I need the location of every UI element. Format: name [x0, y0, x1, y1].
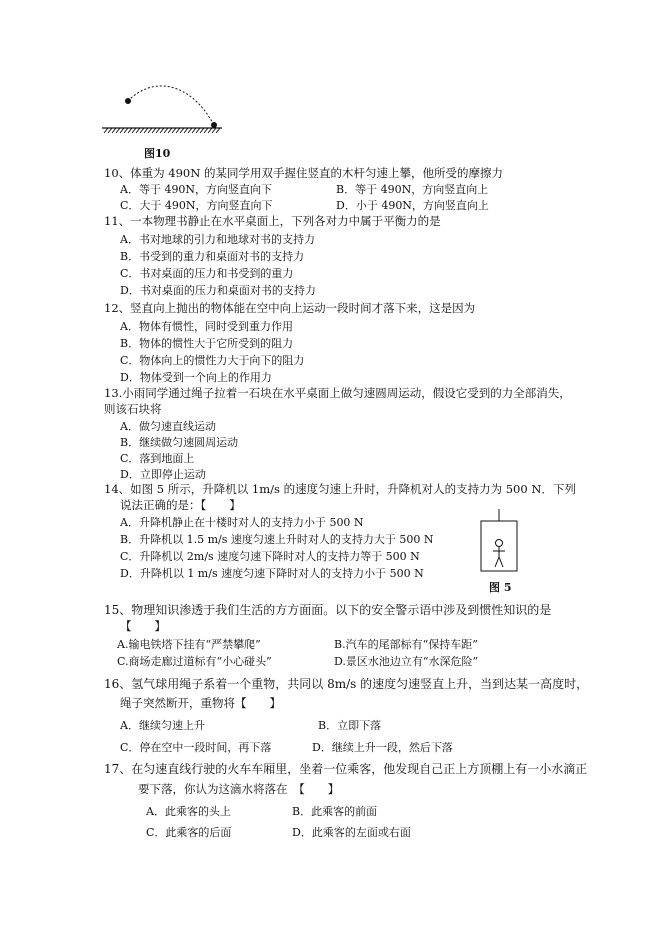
q15-stem-line1: 15、物理知识渗透于我们生活的方方面面。以下的安全警示语中涉及到惯性知识的是 [104, 603, 552, 617]
person-icon [493, 540, 505, 568]
q11-option-b: B．书受到的重力和桌面对书的支持力 [120, 250, 305, 263]
q17-stem-line2: 要下落，你认为这滴水将落在 【 】 [138, 782, 340, 796]
q14-option-b: B．升降机以 1.5 m/s 速度匀速上升时对人的支持力大于 500 N [120, 533, 434, 546]
q16-option-b: B．立即下落 [318, 719, 382, 732]
q12-option-d: D．物体受到一个向上的作用力 [120, 371, 272, 384]
figure-10-caption: 图10 [144, 147, 171, 160]
q16-option-c: C．停在空中一段时间，再下落 [120, 741, 272, 754]
q15-option-d: D.景区水池边立有“水深危险” [334, 655, 479, 668]
q17-option-a: A．此乘客的头上 [146, 805, 231, 818]
q17-option-d: D．此乘客的左面或右面 [292, 826, 411, 839]
q15-option-a: A.输电铁塔下挂有“严禁攀爬” [117, 638, 261, 651]
q11-option-d: D．书对桌面的压力和桌面对书的支持力 [120, 284, 316, 297]
q10-option-d: D．小于 490N，方向竖直向上 [336, 199, 489, 212]
q10-stem: 10、体重为 490N 的某同学用双手握住竖直的木杆匀速上攀，他所受的摩擦力 [104, 166, 503, 180]
q17-option-c: C．此乘客的后面 [146, 826, 232, 839]
q14-stem-line2: 说法正确的是：【 】 [120, 498, 241, 512]
q16-stem-line2: 绳子突然断开，重物将【 】 [120, 696, 281, 710]
q11-option-c: C．书对桌面的压力和书受到的重力 [120, 267, 294, 280]
q10-option-c: C．大于 490N，方向竖直向下 [120, 199, 273, 212]
q17-stem-line1: 17、在匀速直线行驶的火车车厢里，坐着一位乘客，他发现自己正上方顶棚上有一小水滴正 [104, 762, 588, 776]
q10-option-a: A．等于 490N，方向竖直向下 [120, 183, 273, 196]
q12-stem: 12、竖直向上抛出的物体能在空中向上运动一段时间才落下来，这是因为 [104, 301, 476, 315]
q14-option-a: A．升降机静止在十楼时对人的支持力小于 500 N [120, 516, 364, 529]
q16-option-a: A．继续匀速上升 [120, 719, 205, 732]
q12-option-a: A．物体有惯性，同时受到重力作用 [120, 320, 293, 333]
q13-option-b: B．继续做匀速圆周运动 [120, 436, 239, 449]
q15-stem-line2: 【 】 [120, 619, 166, 633]
q17-option-b: B．此乘客的前面 [292, 805, 378, 818]
q14-stem-line1: 14、如图 5 所示，升降机以 1m/s 的速度匀速上升时，升降机对人的支持力为 500 N．下列 [104, 482, 576, 496]
q13-option-c: C．落到地面上 [120, 452, 195, 465]
q13-option-d: D．立即停止运动 [120, 468, 206, 481]
q14-option-d: D．升降机以 1 m/s 速度匀速下降时对人的支持力小于 500 N [120, 567, 424, 580]
q15-option-b: B.汽车的尾部标有“保持车距” [334, 638, 478, 651]
q12-option-c: C．物体向上的惯性力大于向下的阻力 [120, 354, 305, 367]
q11-stem: 11、一本物理书静止在水平桌面上，下列各对力中属于平衡力的是 [104, 214, 441, 228]
q13-stem-line1: 13.小雨同学通过绳子拉着一石块在水平桌面上做匀速圆周运动，假设它受到的力全部消失， [104, 386, 571, 400]
figure-5-caption: 图 5 [489, 581, 512, 594]
q10-option-b: B．等于 490N，方向竖直向上 [336, 183, 489, 196]
q13-option-a: A．做匀速直线运动 [120, 420, 216, 433]
q11-option-a: A．书对地球的引力和地球对书的支持力 [120, 233, 315, 246]
q13-stem-line2: 则该石块将 [104, 402, 162, 416]
q16-option-d: D．继续上升一段，然后下落 [312, 741, 453, 754]
q15-option-c: C.商场走廊过道标有“小心碰头” [117, 655, 272, 668]
q14-option-c: C．升降机以 2m/s 速度匀速下降时对人的支持力等于 500 N [120, 550, 420, 563]
q12-option-b: B．物体的惯性大于它所受到的阻力 [120, 337, 294, 350]
q16-stem-line1: 16、氢气球用绳子系着一个重物，共同以 8m/s 的速度匀速竖直上升，当到达某一高度时， [104, 677, 589, 691]
